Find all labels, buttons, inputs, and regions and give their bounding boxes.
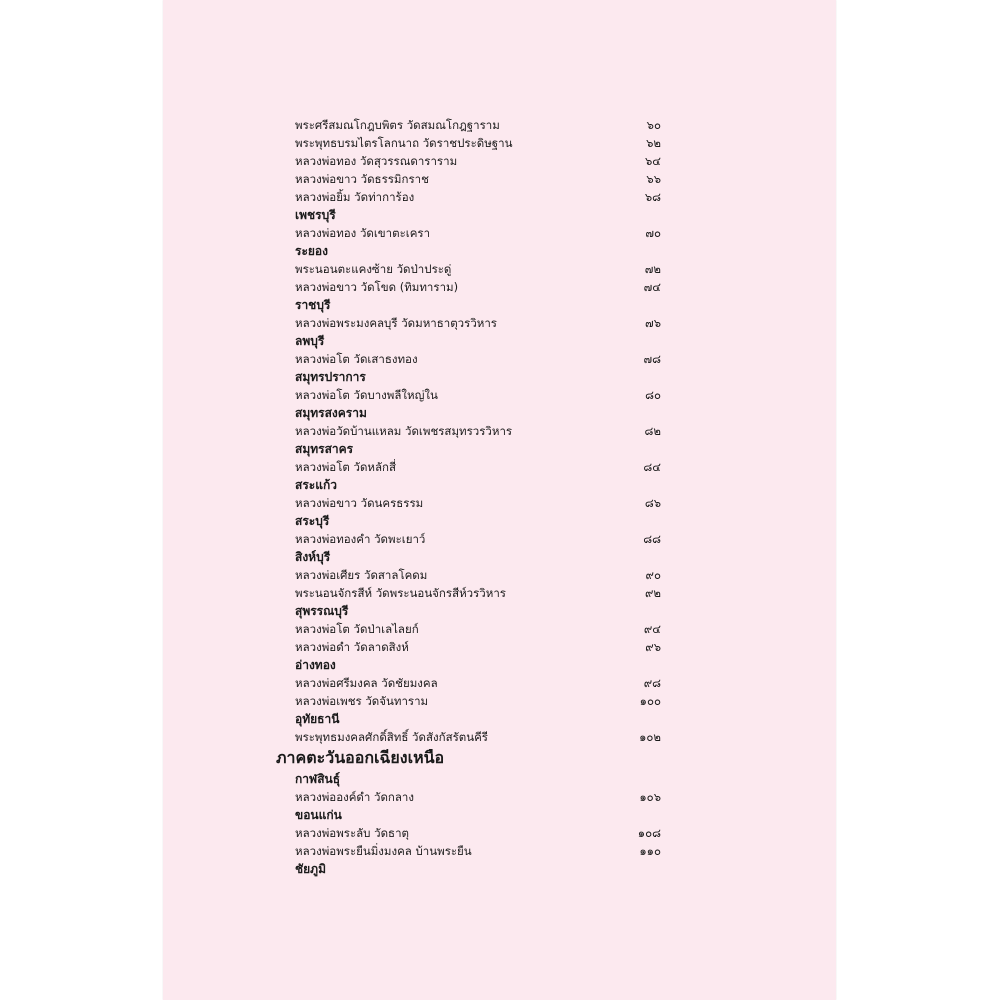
toc-entry-label: หลวงพ่อยิ้ม วัดท่าการ้อง (295, 190, 415, 204)
toc-entry (163, 350, 836, 368)
toc-entry-page-number: ๙๔ (643, 622, 661, 636)
toc-province-label: สุพรรณบุรี (295, 604, 349, 618)
toc-entry (163, 494, 836, 512)
toc-province-heading (163, 512, 836, 530)
toc-province-label: สมุทรปราการ (295, 370, 366, 384)
toc-entry-label: พระพุทธมงคลศักดิ์สิทธิ์ วัดสังกัสรัตนคีรี (295, 730, 488, 744)
toc-province-heading (163, 440, 836, 458)
toc-entry (163, 224, 836, 242)
toc-entry (163, 260, 836, 278)
toc-entry (163, 422, 836, 440)
toc-entry-label: หลวงพ่อขาว วัดนครธรรม (295, 496, 424, 510)
toc-entry (163, 530, 836, 548)
toc-entry-page-number: ๖๔ (644, 154, 661, 168)
toc-province-label: ราชบุรี (295, 298, 331, 312)
toc-province-heading (163, 710, 836, 728)
toc-entry (163, 728, 836, 746)
toc-entry-label: พระศรีสมณโกฎบพิตร วัดสมณโกฎฐาราม (295, 118, 500, 132)
toc-entry-label: หลวงพ่อขาว วัดโขด (ทิมทาราม) (295, 280, 459, 294)
toc-entry (163, 458, 836, 476)
toc-province-label: อุทัยธานี (295, 712, 340, 726)
toc-entry-page-number: ๑๐๒ (639, 730, 661, 744)
toc-province-heading (163, 656, 836, 674)
toc-entry-page-number: ๖๘ (644, 190, 661, 204)
table-of-contents (163, 116, 836, 878)
toc-entry-label: หลวงพ่อพระมงคลบุรี วัดมหาธาตุวรวิหาร (295, 316, 497, 330)
toc-entry-label: หลวงพ่อทอง วัดสุวรรณดาราราม (295, 154, 458, 168)
toc-entry (163, 170, 836, 188)
toc-province-heading (163, 404, 836, 422)
toc-entry-label: หลวงพ่อเศียร วัดสาลโคดม (295, 568, 428, 582)
toc-province-label: กาฬสินธุ์ (295, 772, 341, 786)
toc-entry (163, 692, 836, 710)
toc-entry-label: หลวงพ่อโต วัดป่าเลไลยก์ (295, 622, 419, 636)
toc-entry (163, 314, 836, 332)
toc-province-label: อ่างทอง (295, 658, 336, 672)
toc-entry-page-number: ๑๐๐ (639, 694, 661, 708)
toc-entry-label: หลวงพ่อโต วัดหลักสี่ (295, 460, 397, 474)
toc-province-heading (163, 770, 836, 788)
toc-province-heading (163, 296, 836, 314)
toc-entry-page-number: ๗๐ (645, 226, 661, 240)
toc-entry-page-number: ๑๑๐ (639, 844, 661, 858)
toc-entry-page-number: ๗๘ (643, 352, 661, 366)
toc-province-label: สมุทรสงคราม (295, 406, 367, 420)
toc-entry-label: หลวงพ่อเพชร วัดจันทาราม (295, 694, 429, 708)
toc-entry-label: หลวงพ่อดำ วัดลาดสิงห์ (295, 640, 409, 654)
toc-entry (163, 788, 836, 806)
toc-entry-page-number: ๖๐ (646, 118, 661, 132)
toc-entry-label: หลวงพ่อโต วัดเสาธงทอง (295, 352, 418, 366)
toc-province-label: ระยอง (295, 244, 328, 258)
toc-entry-page-number: ๙๒ (644, 586, 661, 600)
toc-entry-label: พระพุทธบรมไตรโลกนาถ วัดราชประดิษฐาน (295, 136, 513, 150)
toc-province-label: ลพบุรี (295, 334, 325, 348)
toc-entry (163, 638, 836, 656)
toc-entry-page-number: ๙๘ (643, 676, 661, 690)
toc-province-heading (163, 242, 836, 260)
toc-entry (163, 278, 836, 296)
toc-province-label: สิงห์บุรี (295, 550, 331, 564)
toc-province-heading (163, 206, 836, 224)
toc-entry (163, 674, 836, 692)
toc-entry (163, 842, 836, 860)
toc-entry-label: หลวงพ่อองค์ดำ วัดกลาง (295, 790, 414, 804)
toc-entry-label: หลวงพ่อพระยืนมิ่งมงคล บ้านพระยืน (295, 844, 472, 858)
toc-entry-label: หลวงพ่อขาว วัดธรรมิกราช (295, 172, 429, 186)
toc-province-heading (163, 860, 836, 878)
toc-entry-page-number: ๙๖ (645, 640, 661, 654)
toc-province-label: ชัยภูมิ (295, 862, 326, 876)
toc-entry-label: พระนอนจักรสีห์ วัดพระนอนจักรสีห์วรวิหาร (295, 586, 506, 600)
toc-province-label: ขอนแก่น (295, 808, 342, 822)
toc-entry-label: หลวงพ่อทองคำ วัดพะเยาว์ (295, 532, 426, 546)
toc-entry-page-number: ๗๖ (645, 316, 661, 330)
toc-entry-label: หลวงพ่อโต วัดบางพลีใหญ่ใน (295, 388, 438, 402)
toc-entry-label: หลวงพ่อพระลับ วัดธาตุ (295, 826, 409, 840)
toc-entry (163, 134, 836, 152)
toc-entry-page-number: ๘๒ (644, 424, 661, 438)
toc-entry (163, 566, 836, 584)
toc-province-label: สมุทรสาคร (295, 442, 354, 456)
toc-province-heading (163, 368, 836, 386)
toc-province-label: สระบุรี (295, 514, 330, 528)
toc-entry-page-number: ๙๐ (645, 568, 661, 582)
toc-entry-page-number: ๘๖ (644, 496, 661, 510)
toc-entry-page-number: ๘๘ (643, 532, 661, 546)
toc-region-label: ภาคตะวันออกเฉียงเหนือ (276, 748, 445, 767)
toc-entry-page-number: ๑๐๖ (639, 790, 661, 804)
toc-province-heading (163, 806, 836, 824)
toc-entry-page-number: ๗๒ (644, 262, 661, 276)
toc-province-heading (163, 602, 836, 620)
toc-province-label: เพชรบุรี (295, 208, 336, 222)
toc-entry-label: พระนอนตะแคงซ้าย วัดป่าประดู่ (295, 262, 452, 276)
toc-province-label: สระแก้ว (295, 478, 337, 492)
toc-entry (163, 116, 836, 134)
toc-entry-page-number: ๘๐ (645, 388, 661, 402)
toc-entry (163, 386, 836, 404)
document-page (163, 0, 836, 1000)
toc-entry-label: หลวงพ่อทอง วัดเขาตะเครา (295, 226, 431, 240)
toc-entry (163, 620, 836, 638)
toc-entry (163, 824, 836, 842)
toc-entry (163, 152, 836, 170)
toc-province-heading (163, 332, 836, 350)
toc-entry (163, 584, 836, 602)
toc-entry (163, 188, 836, 206)
toc-entry-page-number: ๑๐๘ (637, 826, 661, 840)
toc-entry-page-number: ๖๒ (646, 136, 661, 150)
toc-entry-label: หลวงพ่อวัดบ้านแหลม วัดเพชรสมุทรวรวิหาร (295, 424, 513, 438)
toc-entry-page-number: ๗๔ (643, 280, 661, 294)
toc-province-heading (163, 476, 836, 494)
toc-province-heading (163, 548, 836, 566)
toc-region-heading (163, 746, 836, 770)
toc-entry-label: หลวงพ่อศรีมงคล วัดชัยมงคล (295, 676, 438, 690)
toc-entry-page-number: ๘๔ (643, 460, 661, 474)
toc-entry-page-number: ๖๖ (646, 172, 661, 186)
